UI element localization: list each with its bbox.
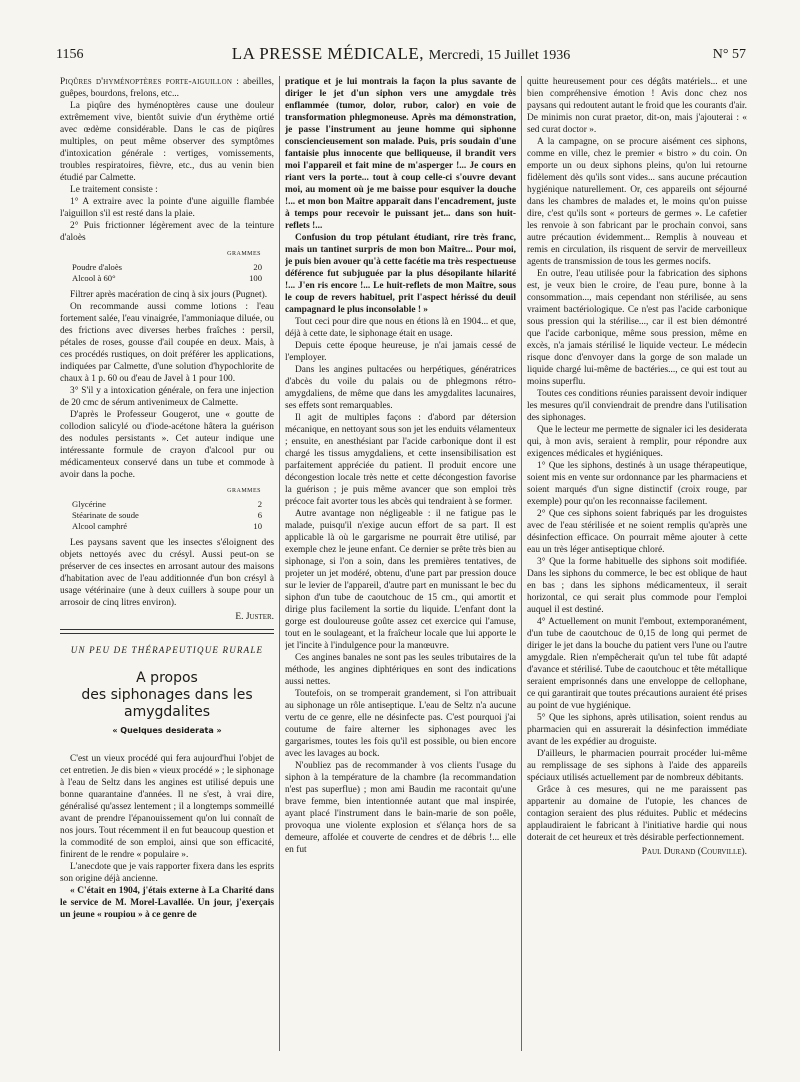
journal-name: LA PRESSE MÉDICALE, [231, 44, 424, 63]
column-1 [60, 76, 274, 1046]
column-3 [527, 76, 747, 1076]
table-row [72, 499, 262, 510]
ingredient-name: Stéarinate de soude [72, 510, 139, 520]
article-title-line: des siphonages dans les amygdalites [81, 687, 253, 720]
page-number: 1156 [56, 47, 84, 62]
paragraph: En outre, l'eau utilisée pour la fabrication des siphons est, je veux bien le croire, de l'eau pure, bonne à la consommation..., mais cependant non stérilisée, au sens vraiment bactériologique. Ce n'est pas l'acide carbonique sous pression qui la stérilise..., car il est bien démontré que l'acide carbonique, même sous pression, même en excès, n'a jamais stérilisé le liquide vecteur. Le médecin risque donc d'envoyer dans la gorge de son malade un liquide chargé lui-même de bactéries..., ce qui est tout au moins superflu. [527, 269, 747, 387]
paragraph: 3° Que la forme habituelle des siphons soit modifiée. Dans les siphons du commerce, le bec est oblique de haut en bas ; dans les siphons médicamenteux, il serait horizontal, ce qui serait plus commode pour l'emploi auquel il est destiné. [527, 557, 747, 615]
page-header [56, 44, 746, 66]
ingredient-amount: 10 [253, 521, 262, 531]
paragraph: On recommande aussi comme lotions : l'eau fortement salée, l'eau vinaigrée, l'ammoniaque diluée, ou des frictions avec diverses herbes fraîches : persil, pétales de roses, gousse d'ail coupée en deux. Mais, à ces procédés rustiques, on doit préférer les applications, indiquées par Calmette, d'une solution d'hypochlorite de chaux à 1 p. 60 ou d'eau de Javel à 1 pour 100. [60, 302, 274, 384]
paragraph: Les paysans savent que les insectes s'éloignent des objets nettoyés avec du crésyl. Aussi peut-on se préserver de ces insectes en arrosant autour des maisons d'habitation avec de l'eau additionnée d'un bon crésyl à usage vétérinaire (une à deux cuillers à soupe pour un arrosoir de cinq litres environ). [60, 538, 274, 608]
ingredient-amount: 6 [257, 510, 262, 520]
unit-label: GRAMMES [227, 251, 261, 257]
paragraph: Ces angines banales ne sont pas les seules tributaires de la méthode, les angines diphtériques en sont des indications aussi nettes. [285, 653, 516, 687]
ingredient-amount: 100 [249, 273, 262, 283]
paragraph: Confusion du trop pétulant étudiant, rire très franc, mais un tantinet surpris de mon bon Maître... Pour moi, je puis bien avouer qu'à cette facétie ma très respectueuse déférence fut subjuguée par la plus désopilante hilarité !... J'en ris encore !... Le huit-reflets de mon Maître, sous le coup de revers habituel, prit l'aspect hérissé du deuil campagnard le plus inconsolable ! » [285, 233, 516, 315]
paragraph: D'après le Professeur Gougerot, une « goutte de collodion salicylé ou d'iode-acétone hâtera la guérison des nodules persistants ». Cet auteur indique une intéressante formule de crayon d'alcool pur ou médicamenteux conservé dans un tube et commode à avoir dans la poche. [60, 410, 274, 480]
paragraph: « C'était en 1904, j'étais externe à La Charité dans le service de M. Morel-Lavallée. Un jour, j'exerçais un jeune « roupiou » à ce genre de [60, 886, 274, 920]
paragraph: La piqûre des hyménoptères cause une douleur extrêmement vive, bientôt suivie d'un érythème ortié avec œdème considérable. Dans le cas de piqûres multiples, on peut même observer des symptômes d'intoxication générale : vertiges, vomissements, troubles respiratoires, fièvre, etc., dus au venin bien étudié par Calmette. [60, 101, 274, 183]
paragraph: C'est un vieux procédé qui fera aujourd'hui l'objet de cet entretien. Je dis bien « vieux procédé » ; le siphonage à l'eau de Seltz dans les angines est utilisé depuis une bonne quarantaine d'années. Il ne s'est, à vrai dire, généralisé qu'assez lentement ; il a longtemps sommeillé avant de prendre l'épanouissement qu'on lui connaît de nos jours. Tout récemment il en fut beaucoup question et la commodité de son emploi, ainsi que son efficacité, finirent de le rendre « populaire ». [60, 754, 274, 860]
paragraph: L'anecdote que je vais rapporter fixera dans les esprits son origine déjà ancienne. [60, 862, 274, 884]
ingredient-name: Glycérine [72, 499, 106, 509]
paragraph-lead: Piqûres d'hyménoptères porte-aiguillon : [60, 77, 240, 87]
paragraph: Toutes ces conditions réunies paraissent devoir indiquer les mesures qu'il conviendrait de prendre dans l'utilisation des siphonages. [527, 389, 747, 423]
paragraph: 4° Actuellement on munit l'embout, extemporanément, d'un tube de caoutchouc de 0,15 de long qui permet de diriger le jet dans la bouche du patient vers l'une ou l'autre amygdale. Rien n'empêcherait qu'un tel tube fût adapté d'avance et stérilisé. Tube de caoutchouc et tête métallique seraient emprisonnés dans une enveloppe de cellophane, ce qui garantirait que toutes précautions auraient été prises au point de vue hygiénique. [527, 617, 747, 711]
unit-label: GRAMMES [227, 488, 261, 494]
paragraph: 1° A extraire avec la pointe d'une aiguille flambée l'aiguillon s'il est resté dans la plaie. [60, 197, 274, 219]
table-row [72, 510, 262, 521]
article-title-line: A propos [136, 670, 198, 686]
recipe-table [72, 248, 262, 284]
paragraph: quitte heureusement pour ces dégâts matériels... et une bien compréhensive émotion ! Avis donc chez nos paysans qui redoutent autant le froid que les courants d'air. De minimis non curat praetor, dit-on, mais j'ajouterai : « sed curat doctor ». [527, 77, 747, 135]
table-row [72, 262, 262, 273]
section-heading: UN PEU DE THÉRAPEUTIQUE RURALE [70, 645, 264, 655]
ingredient-amount: 20 [253, 262, 262, 272]
article-title [60, 670, 274, 721]
paragraph: Tout ceci pour dire que nous en étions là en 1904... et que, déjà à cette date, le siphonage était en usage. [285, 317, 516, 339]
paragraph: Toutefois, on se tromperait grandement, si l'on attribuait au siphonage un rôle antiseptique. L'eau de Seltz n'a aucune vertu de ce genre, elle ne désinfecte pas. C'est pourquoi j'ai coutume de faire alterner les siphonages avec les gargarismes, toutes les fois qu'il est possible, ou bien encore avec les lavages au bock. [285, 689, 516, 759]
paragraph: A la campagne, on se procure aisément ces siphons, comme en ville, chez le premier « bistro » du coin. On emporte un ou deux siphons pleins, qu'on lui retourne fidèlement dès qu'ils sont vides... sans aucune précaution hygiénique naturellement. Or, ces appareils ont séjourné dans les chambres de malades et, le moins qu'on puisse dire, c'est qu'ils sont « porteurs de germes ». Le cafetier les renvoie à son fabricant par le prochain convoi, sans autre précaution évidemment... Remplis à nouveau et remis en circulation, ils risquent de servir de merveilleux agents de transmission de tous les germes nocifs. [527, 137, 747, 267]
paragraph: Filtrer après macération de cinq à six jours (Pugnet). [70, 290, 268, 300]
recipe-table [72, 485, 262, 532]
paragraph: 2° Que ces siphons soient fabriqués par les droguistes avec de l'eau stérilisée et ne soient remplis qu'après une désinfection efficace. On pourrait même ajouter à cette eau un très léger antiseptique chloré. [527, 509, 747, 555]
article-subtitle: « Quelques desiderata » [112, 726, 222, 735]
paragraph-text: abeilles, guêpes, bourdons, frelons, etc... [60, 77, 274, 99]
ingredient-name: Poudre d'aloès [72, 262, 122, 272]
ingredient-amount: 2 [257, 499, 262, 509]
table-row [72, 273, 262, 284]
paragraph: 1° Que les siphons, destinés à un usage thérapeutique, soient mis en vente sur ordonnance par les pharmaciens et soient marqués d'un signe distinctif (croix rouge, par exemple) pour qu'on les reconnaisse facilement. [527, 461, 747, 507]
table-row [72, 521, 262, 532]
paragraph: 3° S'il y a intoxication générale, on fera une injection de 20 cmc de sérum antivenimeux de Calmette. [60, 386, 274, 408]
ingredient-name: Alcool camphré [72, 521, 128, 531]
paragraph: D'ailleurs, le pharmacien pourrait procéder lui-même au remplissage de ses siphons à l'aide des appareils spéciaux utilisés actuellement par de nombreux débitants. [527, 749, 747, 783]
paragraph: Le traitement consiste : [70, 185, 158, 195]
ingredient-name: Alcool à 60° [72, 273, 116, 283]
column-divider [521, 76, 522, 1051]
column-divider [279, 76, 280, 1051]
paragraph: Il agit de multiples façons : d'abord par détersion mécanique, en nettoyant sous son jet les enduits vélamenteux ; ensuite, en anesthésiant par l'acide carbonique dont il est chargé les tissus amygdaliens, et cette insensibilisation est parfaitement appréciée du patient. Il produit encore une décongestion locale très nette et cette décongestion favorise la guérison ; je puis même avancer que son emploi très précoce fait avorter tous les abcès qui tendraient à se former. [285, 413, 516, 507]
paragraph: 5° Que les siphons, après utilisation, soient rendus au pharmacien qui en assurerait la désinfection immédiate avant de les expédier au droguiste. [527, 713, 747, 747]
paragraph [60, 76, 274, 100]
journal-title-line [56, 44, 746, 64]
paragraph: Que le lecteur me permette de signaler ici les desiderata qui, à mon avis, seraient à remplir, pour répondre aux exigences médicales et hygiéniques. [527, 425, 747, 459]
paragraph: Grâce à ces mesures, qui ne me paraissent pas appartenir au domaine de l'utopie, les chances de contagion seraient des plus réduites. Public et médecins applaudiraient le fabricant à l'initiative hardie qui nous doterait de cet heureux et très désirable perfectionnement. [527, 785, 747, 843]
issue-number: N° 57 [712, 47, 746, 62]
paragraph: Depuis cette époque heureuse, je n'ai jamais cessé de l'employer. [285, 341, 516, 363]
paragraph: pratique et je lui montrais la façon la plus savante de diriger le jet d'un siphon vers une amygdale très enflammée (tumor, dolor, rubor, calor) en voie de transformation phlegmoneuse. Après ma démonstration, je passe l'instrument au jeune homme qui siphonne consciencieusement son malade. Puis, pris soudain d'une fantaisie plus innocente que belliqueuse, il brandit vers moi l'appareil et fait mine de m'asperger !... Je cours en riant vers la porte... tout à coup celle-ci s'ouvre devant moi, au moment où je me baisse pour esquiver la douche !... et mon bon Maître apparaît dans l'encadrement, juste à temps pour recevoir le puissant jet... dans son huit-reflets !... [285, 77, 516, 231]
author-signature: Paul Durand (Courville). [641, 847, 747, 857]
issue-date: Mercredi, 15 Juillet 1936 [428, 48, 571, 63]
paragraph: 2° Puis frictionner légèrement avec de la teinture d'aloès [60, 221, 274, 243]
paragraph: Autre avantage non négligeable : il ne fatigue pas le malade, puisqu'il n'exige aucun effort de sa part. Il est applicable là où le gargarisme ne pourrait être utilisé, par exemple chez le jeune enfant. Ce dernier se prête très bien au siphonage, si l'on a soin, dans les premières tentatives, de projeter un jet modéré, obtenu, d'une part par pression douce sur le levier de l'appareil, d'autre part en munissant le bec du siphon d'un tube de caoutchouc de 15 cm., qui amortit et dirige plus facilement la sortie du liquide. L'enfant dont la gorge est douloureuse goûte assez cet exercice qui l'amuse, tout en le soulageant, et la fraîcheur locale que lui apporte le jet l'incite à l'indulgence pour la manœuvre. [285, 509, 516, 651]
author-signature: E. Juster. [235, 612, 274, 622]
paragraph: N'oubliez pas de recommander à vos clients l'usage du siphon à la température de la chambre (la recommandation n'est pas superflue) ; mon ami Baudin me racontait qu'une brave femme, bien intentionnée autant que mal inspirée, ayant placé l'instrument dans le bain-marie de son poêle, provoqua une violente explosion et s'élança hors de sa demeure, affolée et couverte de cendres et de débris !... elle en fut [285, 761, 516, 855]
column-2 [285, 76, 516, 1076]
paragraph: Dans les angines pultacées ou herpétiques, génératrices d'abcès du voile du palais ou de phlegmons rétro-amygdaliens, de même que dans les amygdalites lacunaires, ses effets sont remarquables. [285, 365, 516, 411]
section-separator [60, 629, 274, 634]
